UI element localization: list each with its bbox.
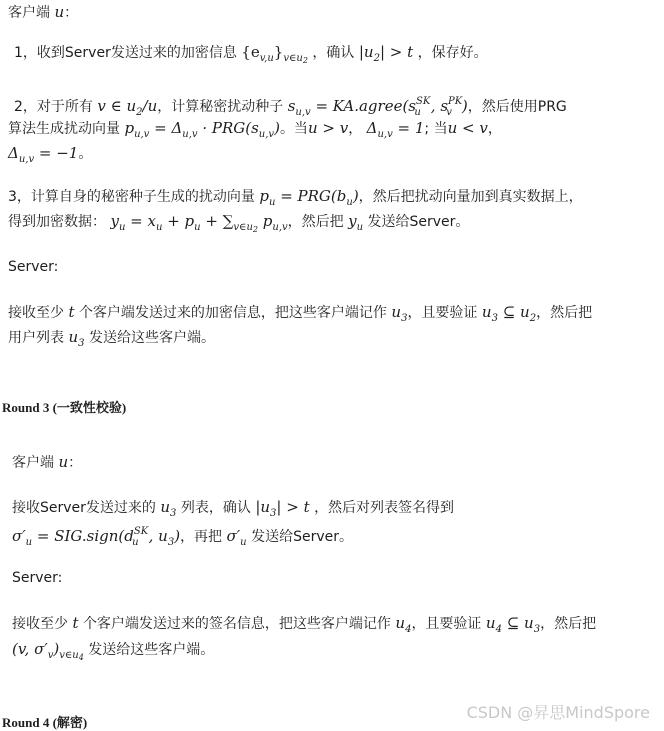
r3-colon: ：	[68, 455, 83, 471]
r3c-sig-close: )	[174, 527, 181, 545]
s-l2b: 发送给这些客户端。	[88, 330, 215, 346]
i3-y-sub: u	[118, 222, 126, 233]
r3c-sigma: σ′	[12, 527, 26, 545]
i2-close: )	[461, 97, 468, 115]
r3s-u4-sub: 4	[405, 624, 412, 635]
cond-expr: |u	[358, 43, 374, 61]
r3c-u3: u	[160, 498, 171, 516]
r3c-sig-u-sub: 3	[167, 537, 175, 548]
s-u3: u	[391, 303, 402, 321]
i3-eq: = PRG(b	[275, 187, 347, 205]
i2-l2a: 算法生成扰动向量	[8, 121, 120, 137]
r3c-l1c: ，然后对列表签名得到	[314, 500, 455, 516]
i2-l2e: ，	[487, 121, 502, 137]
r3c-l2b: ，再把	[180, 529, 223, 545]
i2-l1c: ，然后使用PRG	[467, 99, 567, 115]
r3-server-line-2	[12, 637, 214, 670]
i2-s-sub: u,v	[295, 107, 311, 118]
r3s-sub-sub: 4	[495, 624, 502, 635]
client-var: u	[54, 3, 65, 21]
r3-client-heading	[12, 450, 82, 475]
s-u3-sub: 3	[401, 313, 408, 324]
item1-mid: ，确认	[312, 45, 355, 61]
i2-l3-eq: = −1	[34, 144, 79, 162]
r3c-l1b: 列表，确认	[180, 500, 251, 516]
r3s-pair: (v, σ′	[12, 640, 48, 658]
r3s-pair-close: )	[53, 640, 60, 658]
i2-l2c: ，	[348, 121, 363, 137]
r3c-l1a: 接收Server发送过来的	[12, 500, 156, 516]
r3c-eq-sig: = SIG.sign(d	[32, 527, 134, 545]
client-heading	[8, 0, 78, 25]
i2-l1a: 2，对于所有	[14, 99, 93, 115]
i2-eq-delta: = Δ	[149, 119, 183, 137]
i2-v-in: v ∈ u	[97, 97, 137, 115]
s-subset-sub: 2	[529, 313, 537, 324]
r3c-sig-rest: , u	[148, 527, 168, 545]
r3s-t: t	[72, 614, 79, 632]
i2-l2d: ; 当	[424, 121, 448, 137]
s-sub-expr: u	[481, 303, 492, 321]
i3-sum-sub2: 2	[252, 225, 258, 234]
r3s-l1b: 个客户端发送过来的签名信息，把这些客户端记作	[82, 616, 391, 632]
i3-puv: p	[258, 212, 273, 230]
r3c-d-sub: u	[132, 537, 139, 548]
s-l2a: 用户列表	[8, 330, 64, 346]
set-expr: {e	[241, 43, 260, 61]
r3c-l2c: 发送给Server。	[251, 529, 353, 545]
cond-rest: | > t	[379, 43, 414, 61]
r3s-subset-sub: 3	[533, 624, 541, 635]
i3-l1b: ，然后把扰动向量加到真实数据上，	[358, 189, 583, 205]
i3-puv-sub: u,v	[272, 222, 288, 233]
item-2-line-3	[8, 141, 92, 172]
i2-l2b: 。当	[279, 121, 308, 137]
i3-p: p	[259, 187, 269, 205]
i3-l1a: 3，计算自身的秘密种子生成的扰动向量	[8, 189, 255, 205]
s-t: t	[68, 303, 75, 321]
set-sub: v,u	[259, 53, 274, 64]
i2-l3-sub: u,v	[18, 154, 35, 165]
s-l1b: 个客户端发送过来的加密信息，把这些客户端记作	[78, 305, 387, 321]
set-close: }	[273, 43, 284, 61]
i3-plus-sum: + ∑	[200, 212, 234, 230]
r3c-d-sup: SK	[133, 526, 149, 537]
i3-eq2: = x	[125, 212, 156, 230]
i3-sum-sub: v∈u	[233, 222, 253, 233]
s-l1c: ，且要验证	[407, 305, 478, 321]
r3c-cond: |u	[255, 498, 271, 516]
csdn-watermark: CSDN @昇思MindSpore	[466, 703, 650, 722]
i3-plus-p: + p	[162, 212, 195, 230]
r3c-cond-rest: | > t	[276, 498, 310, 516]
i2-pk-sup: PK	[448, 96, 463, 107]
i2-l1b: ，计算秘密扰动种子	[157, 99, 284, 115]
r3s-pair-idx: v∈u	[59, 650, 79, 661]
r3s-l1d: ，然后把	[540, 616, 597, 632]
client-label: 客户端	[8, 5, 50, 21]
i2-delta2: Δ	[366, 119, 378, 137]
i2-v-in-sub: 2	[136, 107, 143, 118]
i2-dot-prg: · PRG(s	[197, 119, 259, 137]
i3-p-sub: u	[268, 197, 276, 208]
r3s-l2b: 发送给这些客户端。	[88, 642, 215, 658]
r3s-pair-sub: v	[47, 650, 54, 661]
r3s-u4: u	[395, 614, 406, 632]
i3-y: y	[110, 212, 119, 230]
r3c-sigma2: σ′	[226, 527, 241, 545]
i2-p-sub: u,v	[134, 129, 150, 140]
i2-cond-gt: u > v	[307, 119, 349, 137]
r3-client-label: 客户端	[12, 455, 54, 471]
i2-sk-sup: SK	[416, 96, 431, 107]
i3-x-sub: u	[155, 222, 163, 233]
i3-l2a: 得到加密数据：	[8, 214, 106, 230]
round-3-title: Round 3 (一致性校验)	[2, 400, 127, 415]
r3s-subset: ⊆ u	[501, 614, 534, 632]
i2-slash-u: /u	[142, 97, 158, 115]
i3-pu-sub: u	[194, 222, 201, 233]
i2-delta-sub: u,v	[182, 129, 198, 140]
item1-suffix: ，保存好。	[417, 45, 488, 61]
s-l1d: ，然后把	[536, 305, 593, 321]
r3c-u3-sub: 3	[170, 508, 177, 519]
i2-prg-sub: u,v	[258, 129, 275, 140]
r3c-cond-sub: 3	[270, 508, 277, 519]
i2-cond-lt: u < v	[447, 119, 488, 137]
r3s-l1a: 接收至少	[12, 616, 68, 632]
r3s-pair-idx-sub: 4	[78, 653, 84, 662]
s-subset: ⊆ u	[497, 303, 530, 321]
r3-client-line-2	[12, 520, 353, 555]
s-u3b: u	[68, 328, 79, 346]
round-4-title: Round 4 (解密)	[2, 715, 88, 730]
server-heading: Server:	[8, 259, 59, 275]
r3-client-var: u	[58, 453, 69, 471]
r3s-sub: u	[485, 614, 496, 632]
item-3-line-2	[8, 209, 469, 242]
i3-l2b: ，然后把	[287, 214, 344, 230]
cond-sub: 2	[373, 53, 380, 64]
set-index: v∈u	[283, 53, 303, 64]
i3-y2: y	[348, 212, 357, 230]
server-line-2	[8, 325, 215, 356]
colon: ：	[64, 5, 79, 21]
i2-p: p	[124, 119, 135, 137]
i2-sk-sub: u	[414, 107, 421, 118]
i3-close: )	[352, 187, 359, 205]
i3-b-sub: u	[346, 197, 353, 208]
i2-eq-ka: = KA.agree(s	[310, 97, 417, 115]
r3c-sigma2-sub: u	[240, 537, 247, 548]
i2-l3-delta: Δ	[8, 144, 19, 162]
item1-prefix: 1，收到Server发送过来的加密信息	[14, 45, 237, 61]
i3-y2-sub: u	[356, 222, 364, 233]
i2-eq1: = 1	[392, 119, 425, 137]
i2-s: s	[287, 97, 296, 115]
set-index-sub: 2	[302, 56, 308, 65]
i2-prg-close: )	[274, 119, 280, 137]
i2-comma-s: , s	[430, 97, 449, 115]
item-1	[8, 40, 488, 73]
r3-server-heading: Server:	[12, 570, 63, 586]
i3-l2c: 发送给Server。	[367, 214, 470, 230]
r3c-sigma-sub: u	[25, 537, 33, 548]
i2-l3-end: 。	[78, 146, 93, 162]
s-sub-expr-sub: 3	[491, 313, 498, 324]
i2-delta2-sub: u,v	[377, 129, 393, 140]
s-l1a: 接收至少	[8, 305, 64, 321]
s-u3b-sub: 3	[78, 338, 85, 349]
i2-pk-sub: v	[446, 107, 452, 118]
r3s-l1c: ，且要验证	[411, 616, 482, 632]
